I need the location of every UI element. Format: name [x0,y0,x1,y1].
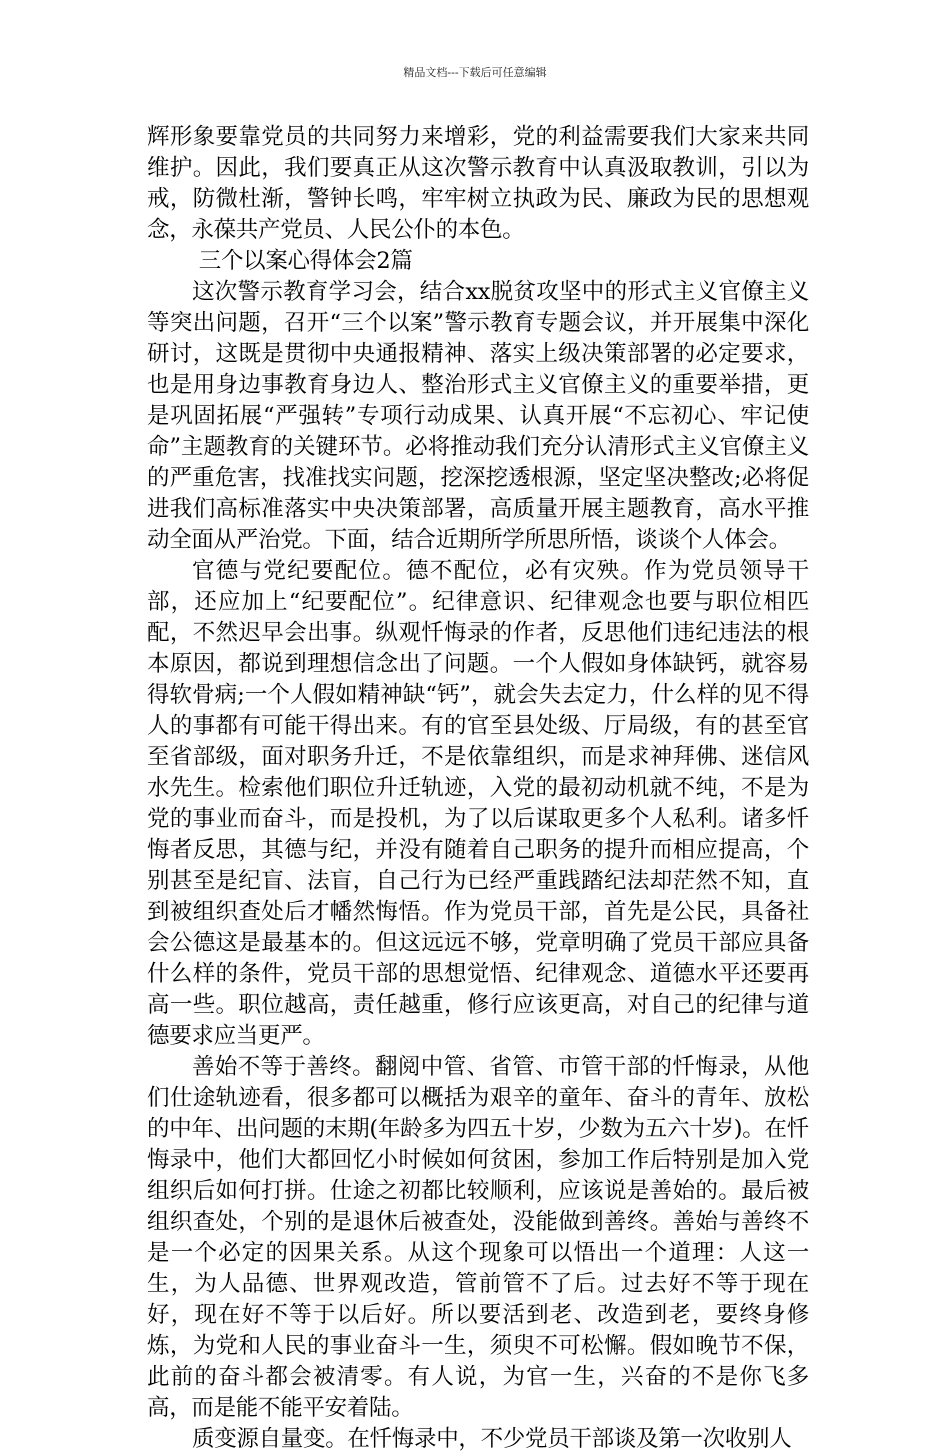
paragraph-quality-change: 质变源自量变。在忏悔录中，不少党员干部谈及第一次收别人 [192,1426,792,1452]
section-heading: 三个以案心得体会2篇 [198,248,413,274]
document-body [147,122,809,1455]
paragraph-intro: 这次警示教育学习会，结合xx脱贫攻坚中的形式主义官僚主义等突出问题，召开“三个以案”警示教育专题会议，并开展集中深化研讨，这既是贯彻中央通报精神、落实上级决策部署的必定要求，也是用身边事教育身边人、整治形式主义官僚主义的重要举措，更是巩固拓展“严强转”专项行动成果、认真开展“不忘初心、牢记使命”主题教育的关键环节。必将推动我们充分认清形式主义官僚主义的严重危害，找准找实问题，挖深挖透根源，坚定坚决整改;必将促进我们高标准落实中央决策部署，高质量开展主题教育，高水平推动全面从严治党。下面，结合近期所学所思所悟，谈谈个人体会。 [147,279,809,553]
paragraph-good-start: 善始不等于善终。翻阅中管、省管、市管干部的忏悔录，从他们仕途轨迹看，很多都可以概括为艰辛的童年、奋斗的青年、放松的中年、出问题的末期(年龄多为四五十岁，少数为五六十岁)。在忏悔录中，他们大都回忆小时候如何贫困，参加工作后特别是加入党组织后如何打拼。仕途之初都比较顺利，应该说是善始的。最后被组织查处，个别的是退休后被查处，没能做到善终。善始与善终不是一个必定的因果关系。从这个现象可以悟出一个道理：人这一生，为人品德、世界观改造，管前管不了后。过去好不等于现在好，现在好不等于以后好。所以要活到老、改造到老，要终身修炼，为党和人民的事业奋斗一生，须臾不可松懈。假如晚节不保，此前的奋斗都会被清零。有人说，为官一生，兴奋的不是你飞多高，而是能不能平安着陆。 [147,1054,809,1421]
paragraph-continuation: 辉形象要靠党员的共同努力来增彩，党的利益需要我们大家来共同维护。因此，我们要真正从这次警示教育中认真汲取教训，引以为戒，防微杜渐，警钟长鸣，牢牢树立执政为民、廉政为民的思想观念，永葆共产党员、人民公仆的本色。 [147,124,809,243]
paragraph-ethics: 官德与党纪要配位。德不配位，必有灾殃。作为党员领导干部，还应加上“纪要配位”。纪律意识、纪律观念也要与职位相匹配，不然迟早会出事。纵观忏悔录的作者，反思他们违纪违法的根本原因，都说到理想信念出了问题。一个人假如身体缺钙，就容易得软骨病;一个人假如精神缺“钙”，就会失去定力，什么样的见不得人的事都有可能干得出来。有的官至县处级、厅局级，有的甚至官至省部级，面对职务升迁，不是依靠组织，而是求神拜佛、迷信风水先生。检索他们职位升迁轨迹，入党的最初动机就不纯，不是为党的事业而奋斗，而是投机，为了以后谋取更多个人私利。诸多忏悔者反思，其德与纪，并没有随着自己职务的提升而相应提高，个别甚至是纪盲、法盲，自己行为已经严重践踏纪法却茫然不知，直到被组织查处后才幡然悔悟。作为党员干部，首先是公民，具备社会公德这是最基本的。但这远远不够，党章明确了党员干部应具备什么样的条件，党员干部的思想觉悟、纪律观念、道德水平还要再高一些。职位越高，责任越重，修行应该更高，对自己的纪律与道德要求应当更严。 [147,558,809,1049]
page-header: 精品文档---下载后可任意编辑 [403,66,547,79]
